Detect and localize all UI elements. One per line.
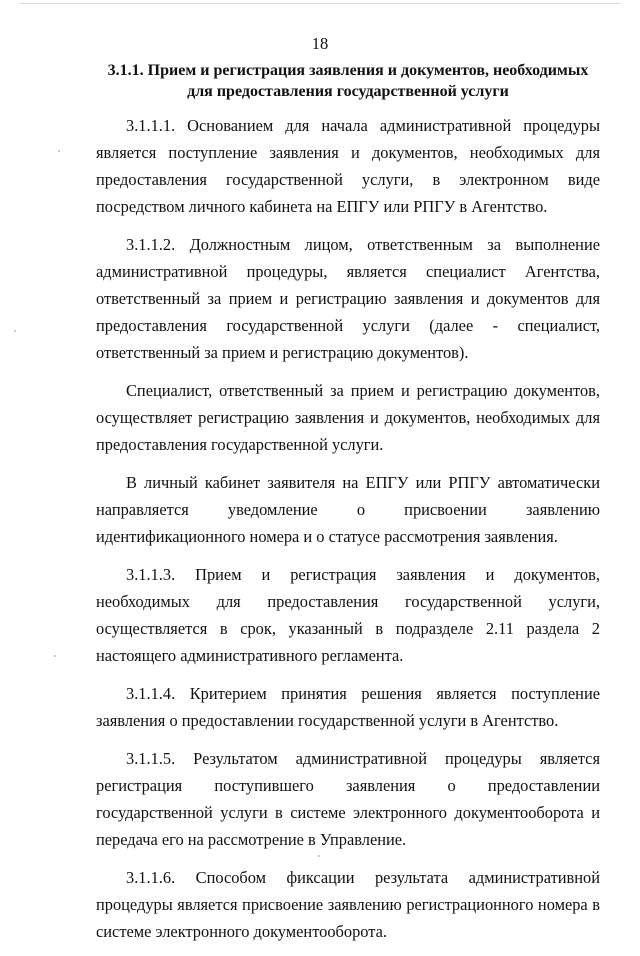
scan-speck bbox=[318, 855, 320, 857]
scan-speck bbox=[58, 150, 60, 152]
paragraph-3-1-1-2: 3.1.1.2. Должностным лицом, ответственным за выполнение административной процедуры, является специалист Агентства, ответственный за прием и регистрацию заявления и документов для предоставления государственной услуги (далее - специалист, ответственный за прием и регистрацию документов). bbox=[96, 235, 600, 362]
scan-speck bbox=[14, 330, 16, 332]
paragraph-3-1-1-3: 3.1.1.3. Прием и регистрация заявления и документов, необходимых для предоставления государственной услуги, осуществляется в срок, указанный в подразделе 2.11 раздела 2 настоящего административного регламента. bbox=[96, 565, 600, 665]
section-heading: 3.1.1. Прием и регистрация заявления и документов, необходимых для предоставления государственной услуги bbox=[107, 62, 589, 100]
page-number: 18 bbox=[311, 34, 329, 53]
paragraph-3-1-1-6: 3.1.1.6. Способом фиксации результата административной процедуры является присвоение заявлению регистрационного номера в системе электронного документооборота. bbox=[96, 868, 600, 941]
scan-edge-line bbox=[20, 3, 620, 4]
scan-speck bbox=[54, 655, 56, 657]
paragraph-specialist: Специалист, ответственный за прием и регистрацию документов, осуществляет регистрацию заявления и документов, необходимых для предоставления государственной услуги. bbox=[96, 381, 600, 454]
paragraph-3-1-1-4: 3.1.1.4. Критерием принятия решения является поступление заявления о предоставлении государственной услуги в Агентство. bbox=[96, 684, 600, 730]
document-body bbox=[96, 112, 600, 956]
paragraph-notification: В личный кабинет заявителя на ЕПГУ или РПГУ автоматически направляется уведомление о присвоении заявлению идентификационного номера и о статусе рассмотрения заявления. bbox=[96, 473, 600, 546]
paragraph-3-1-1-5: 3.1.1.5. Результатом административной процедуры является регистрация поступившего заявления о предоставлении государственной услуги в системе электронного документооборота и передача его на рассмотрение в Управление. bbox=[96, 749, 600, 849]
paragraph-3-1-1-1: 3.1.1.1. Основанием для начала административной процедуры является поступление заявления и документов, необходимых для предоставления государственной услуги, в электронном виде посредством личного кабинета на ЕПГУ или РПГУ в Агентство. bbox=[96, 116, 600, 216]
